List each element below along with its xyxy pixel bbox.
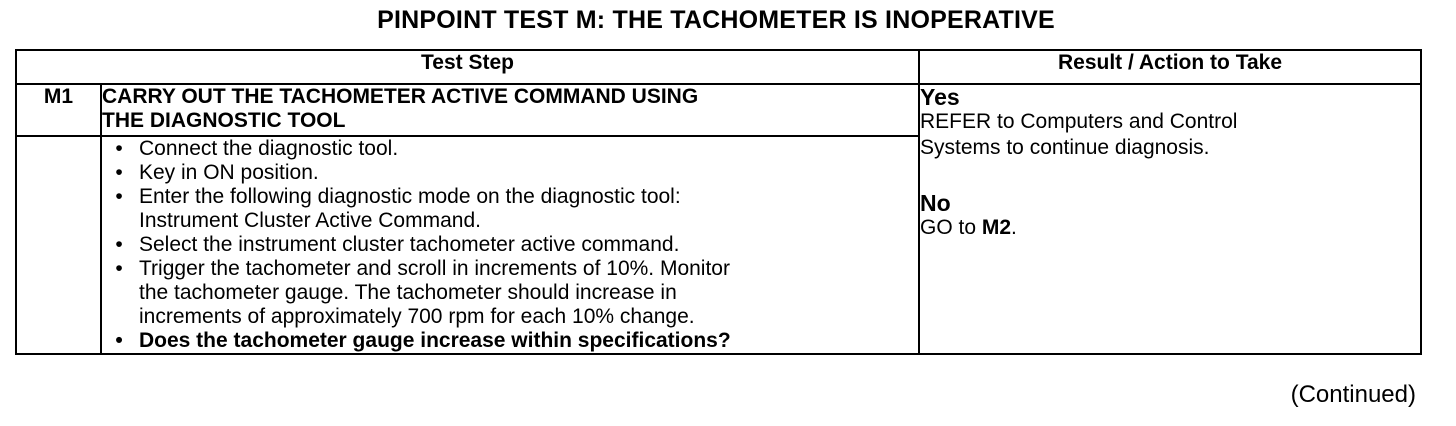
instruction-list (102, 137, 918, 353)
page-title: PINPOINT TEST M: THE TACHOMETER IS INOPERATIVE (377, 6, 1055, 34)
bullet-icon: • (115, 329, 123, 352)
result-no-text (920, 215, 1420, 241)
step-instructions (101, 136, 919, 354)
instruction-item (102, 137, 918, 161)
instruction-line: Enter the following diagnostic mode on the diagnostic tool: (139, 185, 681, 208)
result-no-target: M2 (981, 216, 1012, 239)
instruction-item (102, 257, 918, 329)
question-text: Does the tachometer gauge increase within specifications? (139, 329, 731, 352)
result-no-prefix: GO to (920, 216, 982, 239)
instruction-line: Select the instrument cluster tachometer active command. (139, 233, 680, 256)
instruction-question (102, 329, 918, 353)
step-title (101, 84, 919, 136)
instruction-line: Trigger the tachometer and scroll in increments of 10%. Monitor (139, 257, 730, 280)
result-no-label: No (920, 190, 951, 216)
bullet-icon: • (115, 137, 123, 160)
instruction-line: the tachometer gauge. The tachometer should increase in (139, 281, 677, 304)
pinpoint-test-table (15, 49, 1422, 355)
result-yes-text (920, 109, 1420, 161)
bullet-icon: • (115, 233, 123, 256)
step-id: M1 (16, 84, 101, 136)
step-id-blank-cell (16, 136, 101, 354)
table-header-row (16, 50, 1421, 84)
continued-note: (Continued) (1290, 381, 1416, 408)
bullet-icon: • (115, 257, 123, 280)
instruction-line: increments of approximately 700 rpm for each 10% change. (139, 305, 695, 328)
result-yes-line: Systems to continue diagnosis. (920, 136, 1210, 159)
instruction-line: Connect the diagnostic tool. (139, 137, 399, 160)
header-test-step: Test Step (16, 50, 919, 84)
header-result-action: Result / Action to Take (919, 50, 1421, 84)
instruction-item (102, 161, 918, 185)
result-cell (919, 84, 1421, 354)
result-yes-line: REFER to Computers and Control (920, 110, 1238, 133)
step-title-row (16, 84, 1421, 136)
instruction-item (102, 185, 918, 233)
step-title-line: CARRY OUT THE TACHOMETER ACTIVE COMMAND USING (102, 85, 699, 108)
instruction-line: Key in ON position. (139, 161, 319, 184)
step-title-line: THE DIAGNOSTIC TOOL (102, 109, 346, 132)
result-no-suffix: . (1011, 216, 1017, 239)
result-yes-label: Yes (920, 84, 960, 110)
bullet-icon: • (115, 161, 123, 184)
instruction-line: Instrument Cluster Active Command. (139, 209, 481, 232)
instruction-item (102, 233, 918, 257)
bullet-icon: • (115, 185, 123, 208)
